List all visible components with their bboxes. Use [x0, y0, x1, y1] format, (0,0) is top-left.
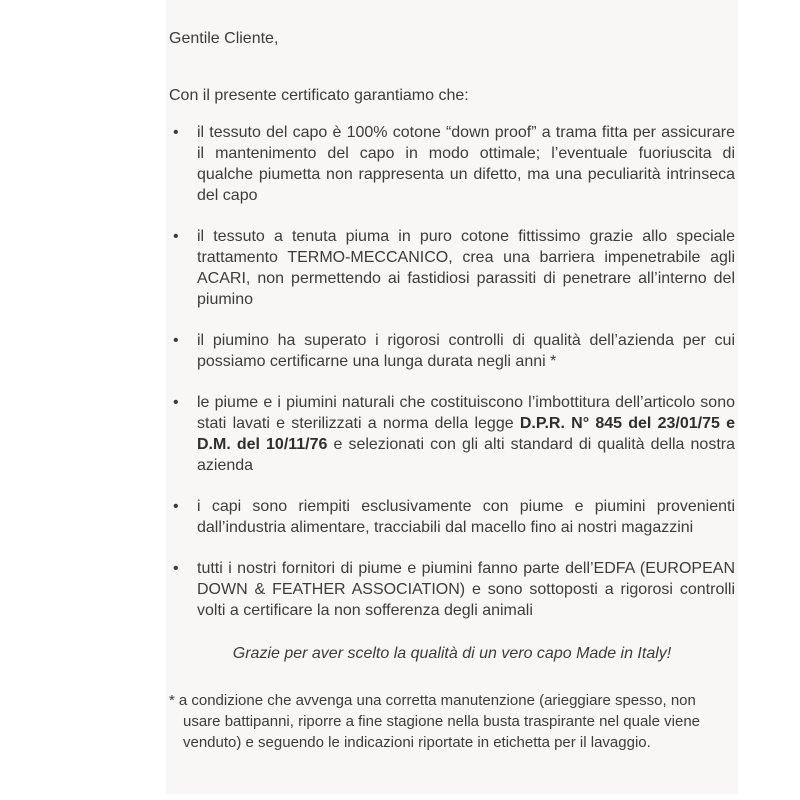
bullet-icon: •: [173, 498, 179, 515]
bullet-text: il tessuto a tenuta piuma in puro cotone fittissimo grazie allo speciale trattamento TERMO-MECCANICO, crea una barriera impenetrabile agli ACARI, non permettendo ai fastidiosi parassiti di penetrare all’interno del piumino: [197, 228, 735, 308]
certificate-scan: [166, 0, 738, 794]
footnote-text: a condizione che avvenga una corretta manutenzione (arieggiare spesso, non usare battipanni, riporre a fine stagione nella busta traspirante nel quale viene venduto) e seguendo le indicazioni riportate in etichetta per il lavaggio.: [178, 692, 701, 751]
bullet-item-quality: [169, 330, 735, 372]
bullet-text-bold-law: D.P.R. N° 845 del 23/01/75 e D.M. del 10/11/76: [197, 415, 735, 453]
bullet-text: il piumino ha superato i rigorosi controlli di qualità dell’azienda per cui possiamo certificarne una lunga durata negli anni *: [197, 332, 735, 370]
bullet-text-normal: e selezionati con gli alti standard di qualità della nostra azienda: [197, 436, 735, 474]
bullet-text: il tessuto del capo è 100% cotone “down proof” a trama fitta per assicurare il mantenimento del capo in modo ottimale; l’eventuale fuoriuscita di qualche piumetta non rappresenta un difetto, ma una peculiarità intrinseca del capo: [197, 124, 735, 204]
greeting: Gentile Cliente,: [169, 30, 279, 47]
bullet-icon: •: [173, 560, 179, 577]
bullet-icon: •: [173, 124, 179, 141]
intro-line: Con il presente certificato garantiamo che:: [169, 87, 469, 104]
bullet-item-treatment: [169, 226, 735, 310]
bullet-item-traceability: [169, 496, 735, 538]
closing-thanks-line: Grazie per aver scelto la qualità di un vero capo Made in Italy!: [232, 645, 672, 662]
bullet-icon: •: [173, 394, 179, 411]
bullet-text: i capi sono riempiti esclusivamente con piume e piumini provenienti dall’industria alimentare, tracciabili dal macello fino ai nostri magazzini: [197, 498, 735, 536]
asterisk-marker: *: [169, 692, 175, 709]
footnote: [169, 690, 735, 753]
bullet-item-suppliers: [169, 558, 735, 621]
certificate-bullet-list: [169, 122, 735, 621]
bullet-icon: •: [173, 332, 179, 349]
bullet-icon: •: [173, 228, 179, 245]
bullet-item-sterilization: [169, 392, 735, 476]
bullet-text: tutti i nostri fornitori di piume e piumini fanno parte dell’EDFA (EUROPEAN DOWN & FEATHER ASSOCIATION) e sono sottoposti a rigorosi controlli volti a certificare la non sofferenza degli animali: [197, 560, 735, 619]
bullet-text-normal: le piume e i piumini naturali che costituiscono l’imbottitura dell’articolo sono stati lavati e sterilizzati a norma della legge: [197, 394, 735, 432]
bullet-text: [197, 392, 735, 476]
bullet-item-fabric: [169, 122, 735, 206]
